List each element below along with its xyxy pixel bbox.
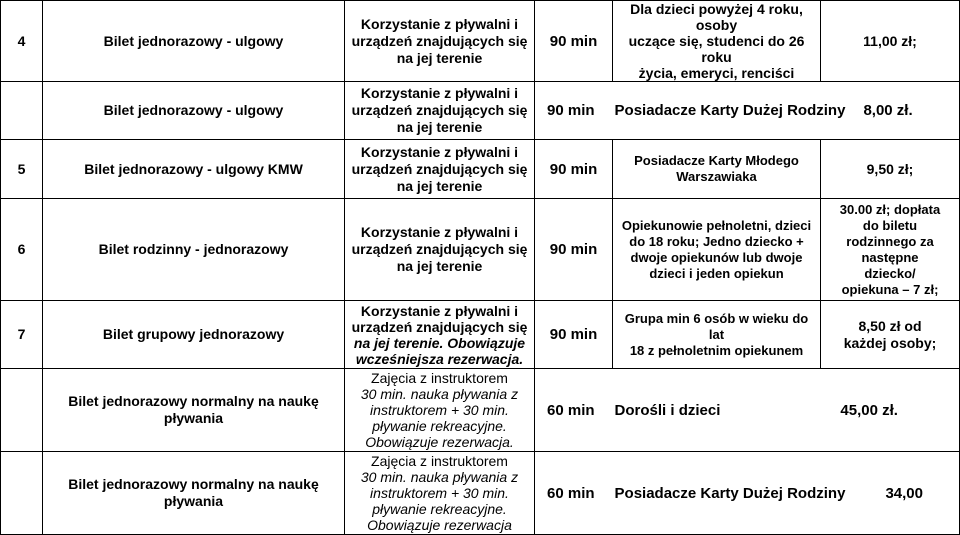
ticket-eligibility: Posiadacze Karty Dużej Rodziny [614,102,846,119]
row-number: 5 [1,140,43,199]
table-row [1,301,960,369]
ticket-price: 11,00 zł; [821,1,960,82]
ticket-description: Korzystanie z pływalni i urządzeń znajdujących się na jej terenie. Obowiązuje wcześniejsza rezerwacja. [345,301,535,369]
ticket-price: 30.00 zł; dopłata do biletu rodzinnego za następne dziecko/ opiekuna – 7 zł; [821,199,960,301]
ticket-name: Bilet jednorazowy normalny na naukę pływania [43,369,345,452]
ticket-eligibility: Opiekunowie pełnoletni, dzieci do 18 roku; Jedno dziecko + dwoje opiekunów lub dwoje dzieci i jeden opiekun [613,199,821,301]
ticket-name: Bilet jednorazowy normalny na naukę pływania [43,452,345,535]
ticket-eligibility: Grupa min 6 osób w wieku do lat 18 z pełnoletnim opiekunem [613,301,821,369]
ticket-description: Korzystanie z pływalni i urządzeń znajdujących się na jej terenie [345,1,535,82]
row-number [1,452,43,535]
row-number: 4 [1,1,43,82]
table-row [1,369,960,452]
ticket-time: 90 min [547,102,595,119]
ticket-price: 8,50 zł od każdej osoby; [821,301,960,369]
ticket-time: 90 min [535,1,613,82]
ticket-name: Bilet rodzinny - jednorazowy [43,199,345,301]
table-row [1,1,960,82]
ticket-time: 90 min [535,199,613,301]
ticket-description: Zajęcia z instruktorem 30 min. nauka pływania z instruktorem + 30 min. pływanie rekreacyjne. Obowiązuje rezerwacja. [345,369,535,452]
ticket-eligibility: Posiadacze Karty Dużej Rodziny [614,484,846,502]
ticket-name: Bilet grupowy jednorazowy [43,301,345,369]
table-row [1,140,960,199]
row-number: 7 [1,301,43,369]
ticket-time: 90 min [535,140,613,199]
ticket-price: 34,00 [885,484,923,502]
ticket-time-eligibility-price [535,82,960,140]
row-number: 6 [1,199,43,301]
ticket-description: Korzystanie z pływalni i urządzeń znajdujących się na jej terenie [345,140,535,199]
ticket-time-eligibility-price [535,369,960,452]
row-number [1,369,43,452]
ticket-eligibility: Posiadacze Karty Młodego Warszawiaka [613,140,821,199]
table-row [1,199,960,301]
ticket-name: Bilet jednorazowy - ulgowy [43,1,345,82]
ticket-description: Korzystanie z pływalni i urządzeń znajdujących się na jej terenie [345,199,535,301]
row-number [1,82,43,140]
table-row [1,82,960,140]
ticket-price: 9,50 zł; [821,140,960,199]
ticket-time: 90 min [535,301,613,369]
ticket-time-eligibility-price [535,452,960,535]
table-row [1,452,960,535]
ticket-eligibility: Dla dzieci powyżej 4 roku, osoby uczące się, studenci do 26 roku życia, emeryci, renciści [613,1,821,82]
ticket-price: 8,00 zł. [863,102,913,119]
ticket-time: 60 min [547,401,595,419]
ticket-name: Bilet jednorazowy - ulgowy [43,82,345,140]
ticket-price: 45,00 zł. [840,401,898,419]
ticket-name: Bilet jednorazowy - ulgowy KMW [43,140,345,199]
ticket-time: 60 min [547,484,595,502]
ticket-description: Korzystanie z pływalni i urządzeń znajdujących się na jej terenie [345,82,535,140]
ticket-eligibility: Dorośli i dzieci [614,401,721,419]
ticket-description: Zajęcia z instruktorem 30 min. nauka pływania z instruktorem + 30 min. pływanie rekreacyjne. Obowiązuje rezerwacja [345,452,535,535]
